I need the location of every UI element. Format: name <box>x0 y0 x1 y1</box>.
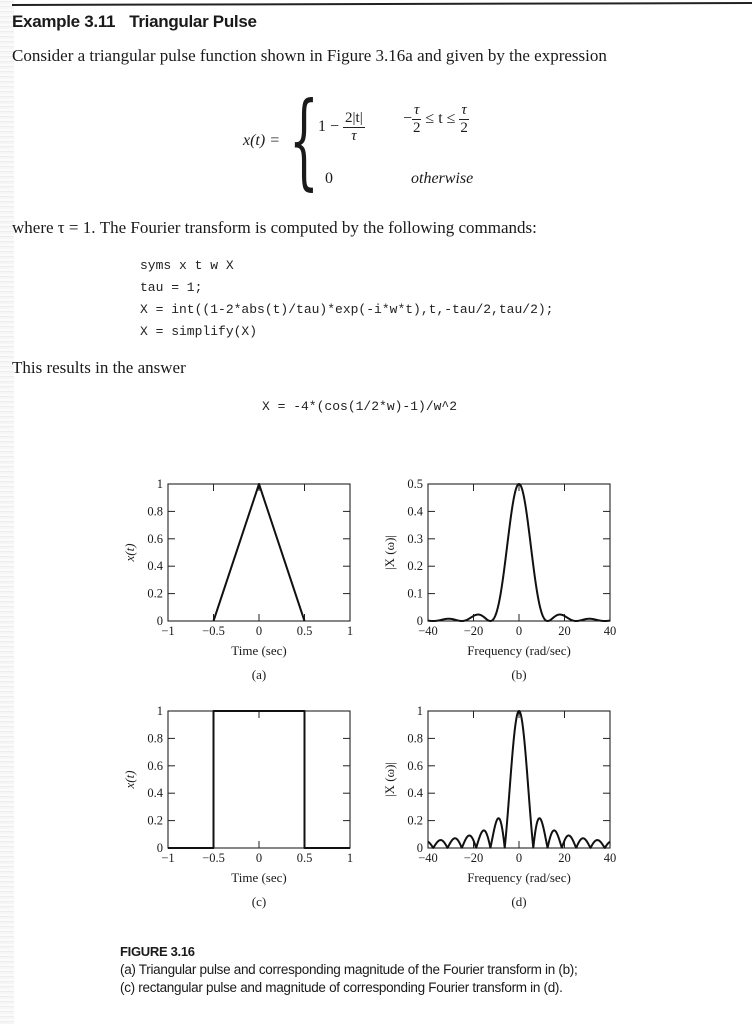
case2-condition: otherwise <box>411 170 474 187</box>
x-tick-label: 0.5 <box>296 624 313 638</box>
left-brace: { <box>289 79 319 201</box>
x-axis-label: Time (sec) <box>231 643 287 658</box>
x-tick-label: −0.5 <box>202 851 225 865</box>
code-line-4: X = simplify(X) <box>140 324 258 339</box>
data-series <box>214 484 305 621</box>
y-tick-label: 0.4 <box>147 559 163 574</box>
case1-condition: − $\frac{\tau}{2}$ ≤ t ≤ $\frac{\tau}{2}$ <box>403 102 468 136</box>
code-line-2: tau = 1; <box>140 280 203 295</box>
x-tick-label: −40 <box>418 851 438 865</box>
y-tick-label: 0.8 <box>147 731 163 746</box>
example-number: Example 3.11 <box>12 12 116 31</box>
figure-caption <box>120 943 577 997</box>
x-tick-label: −40 <box>418 624 438 638</box>
y-tick-label: 0.3 <box>407 531 423 546</box>
piecewise-equation <box>243 79 543 202</box>
y-tick-label: 0 <box>416 841 423 855</box>
x-tick-label: −20 <box>463 851 484 865</box>
equation-lhs: x(t) = <box>243 132 280 149</box>
x-tick-label: 1 <box>346 851 354 865</box>
x-tick-label: 0 <box>515 851 523 865</box>
x-tick-label: 40 <box>603 624 617 638</box>
y-tick-label: 1 <box>416 704 423 718</box>
x-tick-label: 0 <box>255 851 263 865</box>
x-tick-label: 20 <box>558 624 571 638</box>
example-title: Triangular Pulse <box>129 12 257 31</box>
panel-label: (b) <box>511 667 527 682</box>
y-tick-label: 1 <box>156 704 163 718</box>
x-tick-label: 1 <box>346 624 354 638</box>
y-tick-label: 0.8 <box>147 504 163 519</box>
case2-value: 0 <box>325 170 333 187</box>
y-tick-label: 1 <box>156 477 163 491</box>
plot-frame <box>428 484 610 621</box>
y-tick-label: 0.4 <box>147 786 163 801</box>
y-tick-label: 0 <box>156 841 163 855</box>
y-tick-label: 0 <box>416 614 423 628</box>
y-tick-label: 0.6 <box>147 531 163 546</box>
x-axis-label: Frequency (rad/sec) <box>467 643 571 658</box>
data-series <box>428 484 610 621</box>
data-series <box>428 711 610 848</box>
case1-expression: 1 − $\frac{2|t|}{\tau}$ <box>318 110 363 144</box>
y-tick-label: 0.1 <box>407 586 423 601</box>
x-tick-label: −0.5 <box>202 624 225 638</box>
x-tick-label: −1 <box>161 624 175 638</box>
chart-c <box>100 697 370 927</box>
caption-line-1: (a) Triangular pulse and corresponding magnitude of the Fourier transform in (b); <box>120 962 578 977</box>
x-tick-label: 0 <box>255 624 263 638</box>
y-axis-label: x(t) <box>122 770 137 789</box>
caption-line-2: (c) rectangular pulse and magnitude of corresponding Fourier transform in (d). <box>120 980 563 995</box>
y-axis-label: |X (ω)| <box>382 761 397 798</box>
y-tick-label: 0.2 <box>407 813 423 828</box>
x-tick-label: 20 <box>558 851 571 865</box>
chart-a <box>100 470 370 700</box>
example-heading <box>12 12 257 32</box>
y-tick-label: 0.2 <box>147 813 163 828</box>
y-tick-label: 0 <box>156 614 163 628</box>
panel-label: (c) <box>251 894 267 909</box>
top-rule <box>12 2 752 6</box>
y-tick-label: 0.8 <box>407 731 423 746</box>
panel-label: (a) <box>251 667 267 682</box>
chart-b <box>360 470 640 700</box>
x-tick-label: 0.5 <box>296 851 313 865</box>
y-tick-label: 0.2 <box>407 559 423 574</box>
y-tick-label: 0.6 <box>407 758 423 773</box>
intro-paragraph: Consider a triangular pulse function shown in Figure 3.16a and given by the expression <box>12 46 607 65</box>
data-series <box>168 711 350 848</box>
plot-frame <box>168 711 350 848</box>
x-axis-label: Time (sec) <box>231 870 287 885</box>
panel-label: (d) <box>511 894 527 909</box>
plot-frame <box>168 484 350 621</box>
code-line-3: X = int((1-2*abs(t)/tau)*exp(-i*w*t),t,-tau/2,tau/2); <box>140 302 554 317</box>
chart-d <box>360 697 640 927</box>
result-intro: This results in the answer <box>12 358 186 377</box>
y-axis-label: |X (ω)| <box>382 534 397 571</box>
code-line-1: syms x t w X <box>140 258 234 273</box>
chart-b-svg <box>360 470 640 695</box>
plot-frame <box>428 711 610 848</box>
chart-d-svg <box>360 697 640 922</box>
y-axis-label: x(t) <box>122 543 137 562</box>
y-tick-label: 0.6 <box>147 758 163 773</box>
x-tick-label: −1 <box>161 851 175 865</box>
x-axis-label: Frequency (rad/sec) <box>467 870 571 885</box>
y-tick-label: 0.2 <box>147 586 163 601</box>
y-tick-label: 0.5 <box>407 477 423 491</box>
where-paragraph: where τ = 1. The Fourier transform is computed by the following commands: <box>12 218 537 237</box>
x-tick-label: 40 <box>603 851 617 865</box>
figure-label: FIGURE 3.16 <box>120 944 195 959</box>
x-tick-label: −20 <box>463 624 484 638</box>
y-tick-label: 0.4 <box>407 504 423 519</box>
chart-c-svg <box>100 697 370 922</box>
y-tick-label: 0.4 <box>407 786 423 801</box>
x-tick-label: 0 <box>515 624 523 638</box>
page-edge-speckle <box>0 0 14 1024</box>
chart-a-svg <box>100 470 370 695</box>
result-expression: X = -4*(cos(1/2*w)-1)/w^2 <box>262 399 458 414</box>
